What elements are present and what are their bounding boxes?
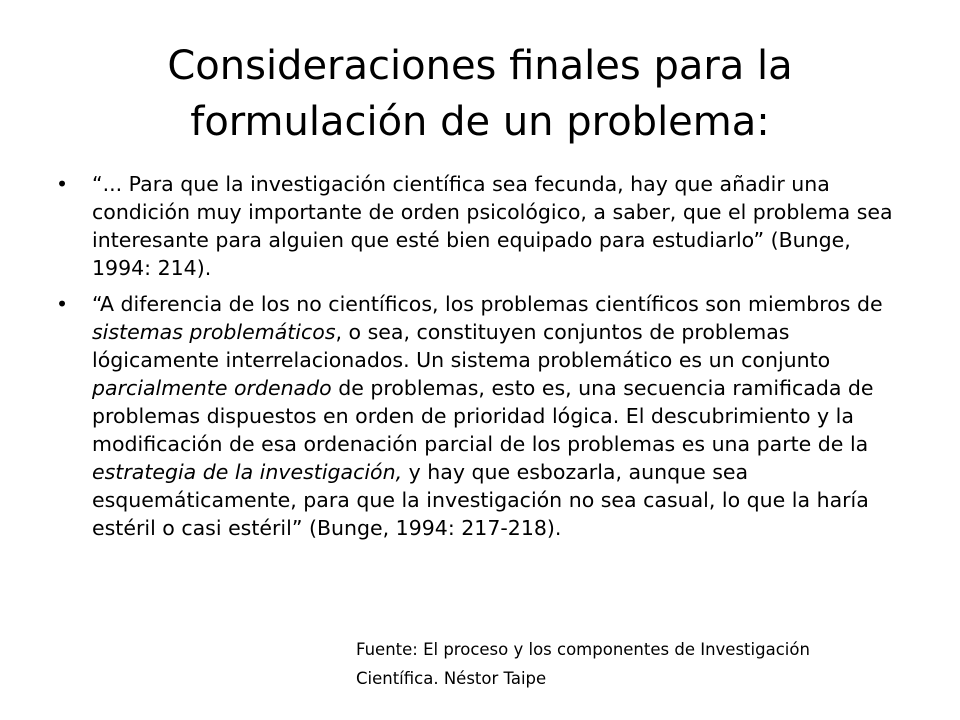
bullet-dot-icon: • (56, 172, 69, 196)
source-line-2: Científica. Néstor Taipe (356, 669, 547, 688)
bullet-text-2 (92, 290, 916, 542)
slide-title (60, 38, 900, 150)
source-line-1: Fuente: El proceso y los componentes de Investigación (356, 640, 810, 659)
bullet-item-2 (56, 290, 916, 542)
emphasis-text: sistemas problemáticos (92, 320, 336, 344)
bullet-dot-icon: • (56, 292, 69, 316)
quote-text: de problemas, esto es, una secuencia ramificada de problemas dispuestos en orden de prioridad lógica. El descubrimiento y la modificación de esa ordenación parcial de los problemas es una parte de la (92, 376, 874, 456)
title-line-1: Consideraciones finales para la (167, 43, 793, 89)
bullet-item-1 (56, 170, 916, 282)
title-line-2: formulación de un problema: (190, 99, 770, 145)
quote-text: “... Para que la investigación científica sea fecunda, hay que añadir una condición muy importante de orden psicológico, a saber, que el problema sea interesante para alguien que esté bien equipado para estudiarlo” (Bunge, 1994: 214). (92, 172, 893, 280)
emphasis-text: estrategia de la investigación, (92, 460, 403, 484)
quote-text: , o sea, constituyen conjuntos de problemas lógicamente interrelacionados. Un sistema problemático es un conjunto (92, 320, 831, 372)
quote-text: “A diferencia de los no científicos, los problemas científicos son miembros de (92, 292, 883, 316)
quote-text: y hay que esbozarla, aunque sea esquemáticamente, para que la investigación no sea casual, lo que la haría estéril o casi estéril” (Bunge, 1994: 217-218). (92, 460, 869, 540)
source-citation (356, 635, 916, 693)
bullet-text-1 (92, 170, 916, 282)
emphasis-text: parcialmente ordenado (92, 376, 332, 400)
bullet-list (56, 170, 916, 550)
